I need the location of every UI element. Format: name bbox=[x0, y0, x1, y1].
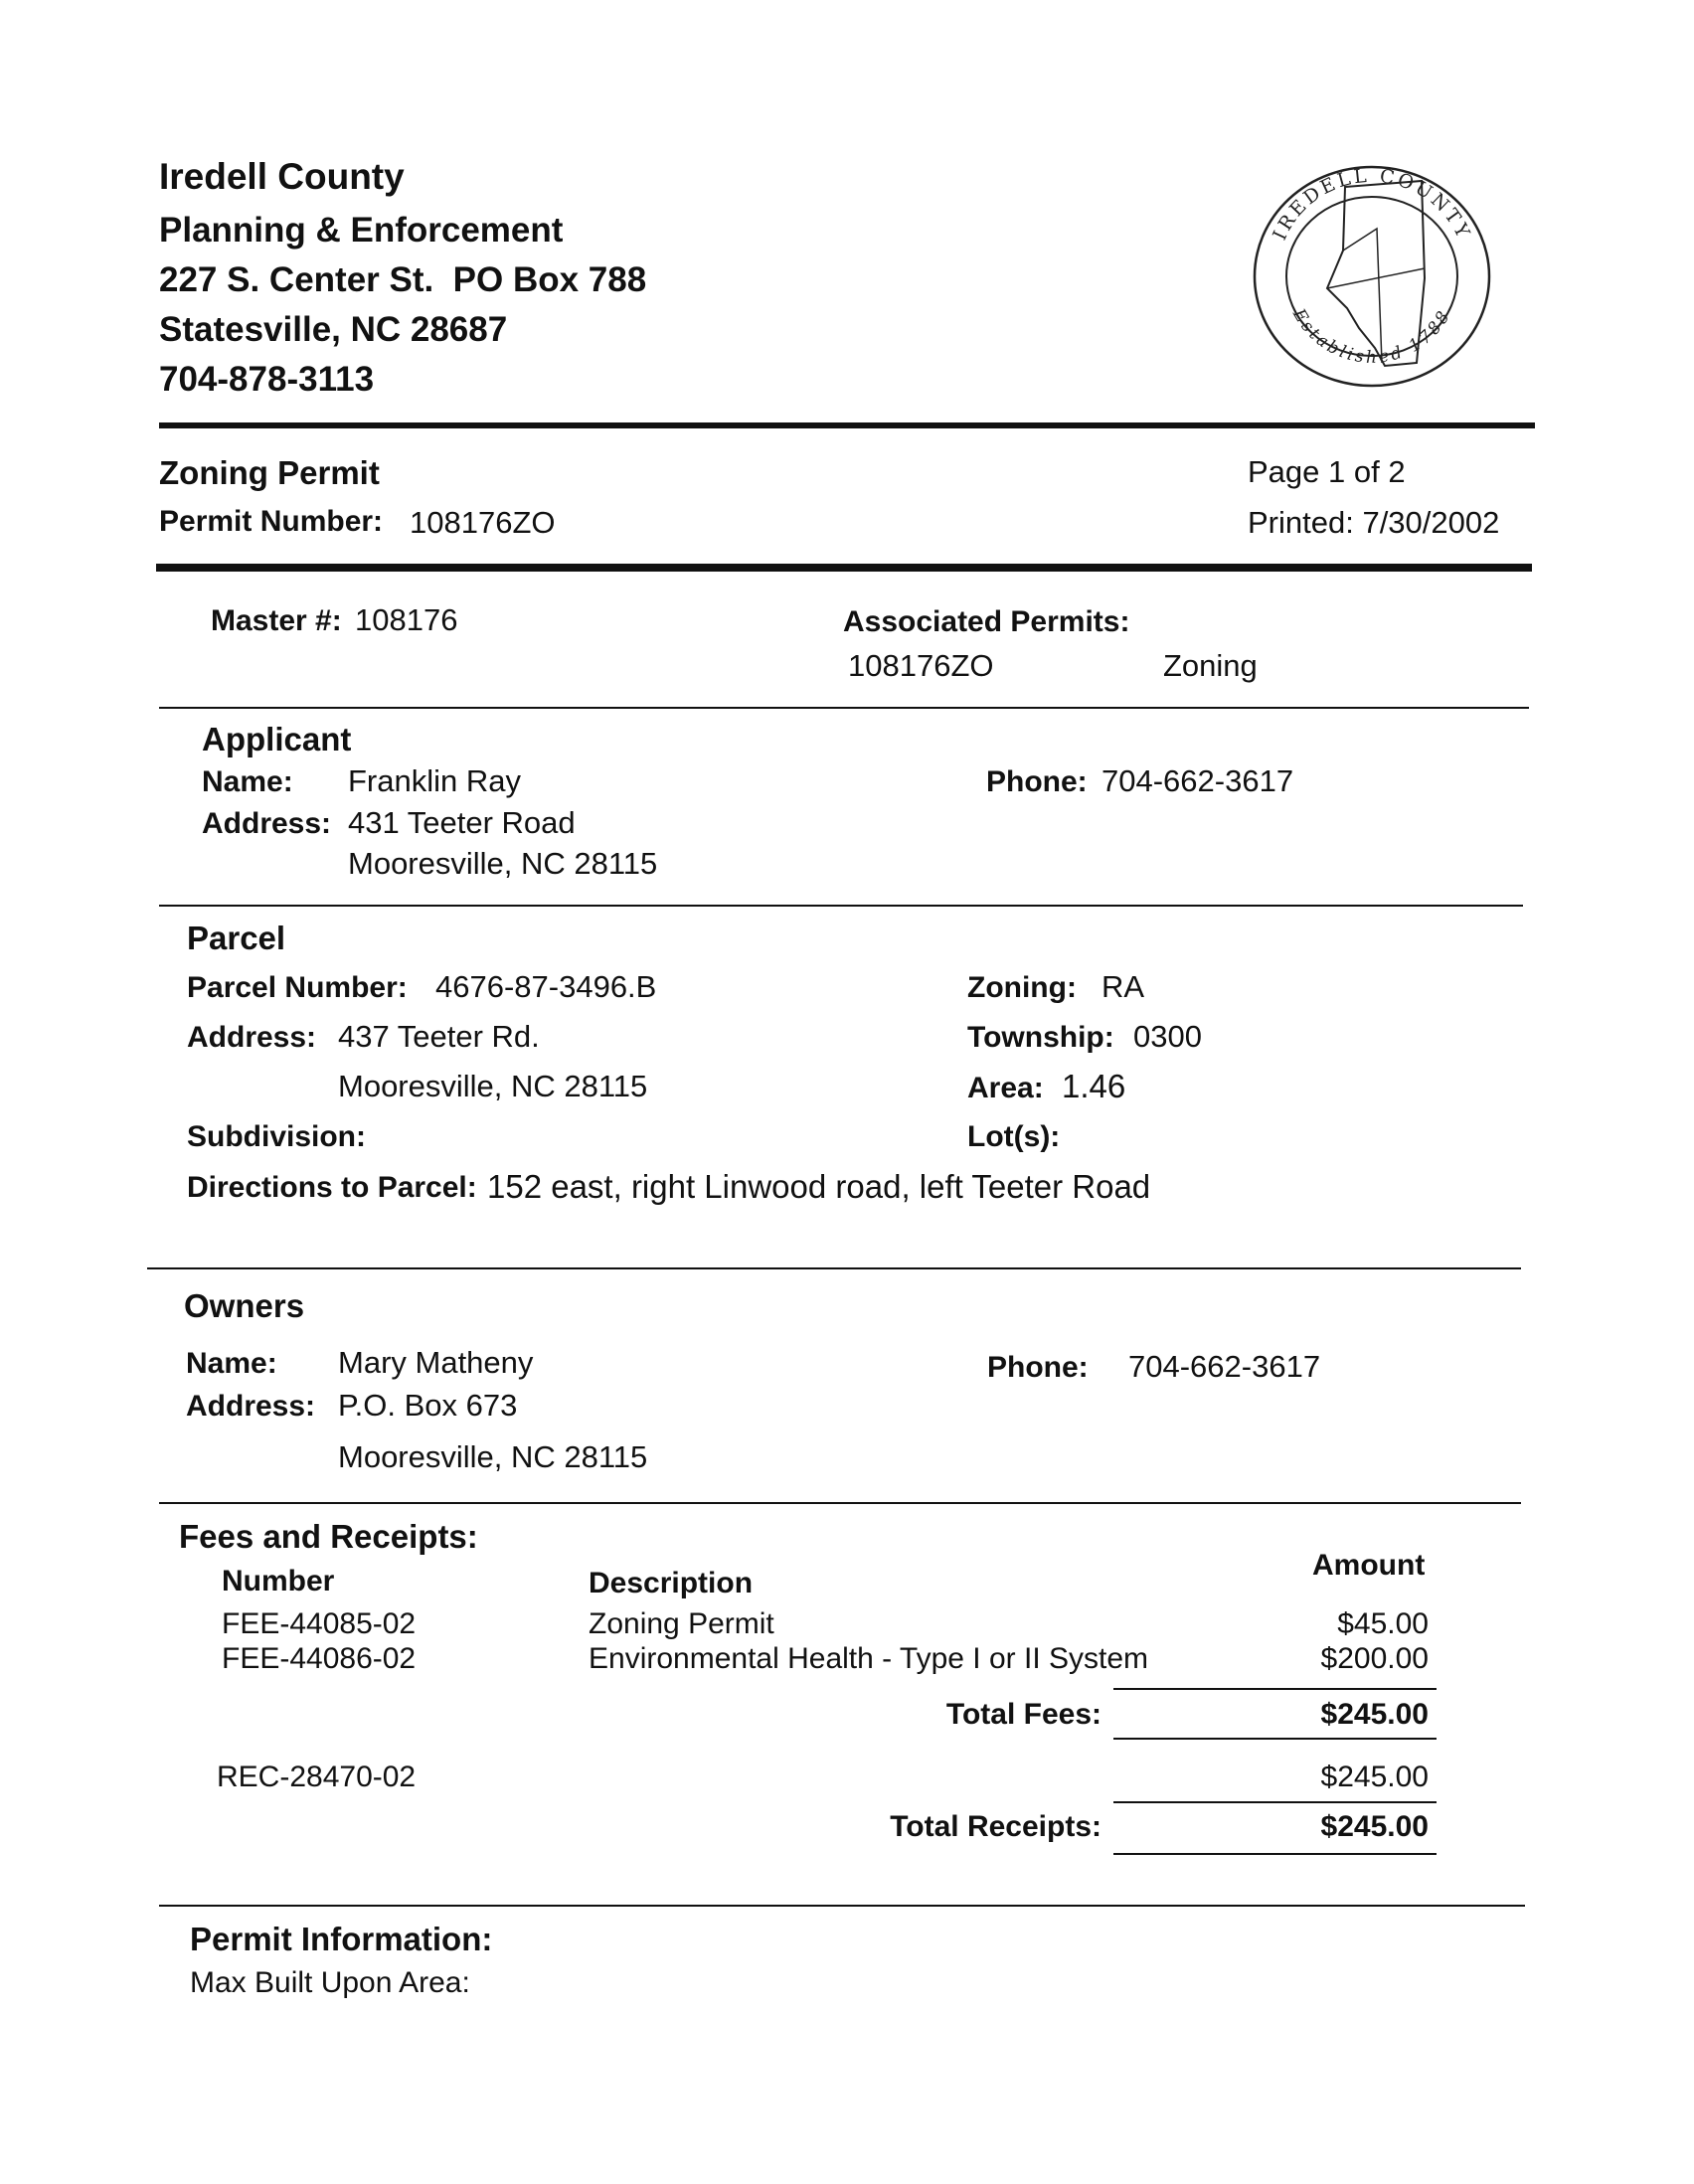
parcel-address-line1: 437 Teeter Rd. bbox=[338, 1019, 540, 1054]
associated-permit-type: Zoning bbox=[1163, 648, 1258, 683]
receipts-total-rule bbox=[1113, 1853, 1437, 1855]
parcel-heading: Parcel bbox=[187, 920, 286, 956]
owner-phone: 704-662-3617 bbox=[1128, 1349, 1321, 1384]
applicant-address-line1: 431 Teeter Road bbox=[348, 805, 576, 840]
permit-title: Zoning Permit bbox=[159, 454, 380, 491]
fees-total-rule bbox=[1113, 1738, 1437, 1740]
lots-label: Lot(s): bbox=[967, 1120, 1061, 1153]
owner-address-line1: P.O. Box 673 bbox=[338, 1388, 518, 1423]
agency-street: 227 S. Center St. PO Box 788 bbox=[159, 260, 647, 299]
zoning-label: Zoning: bbox=[967, 971, 1077, 1004]
title-divider bbox=[156, 564, 1532, 572]
area-label: Area: bbox=[967, 1072, 1044, 1104]
receipt-number: REC-28470-02 bbox=[217, 1761, 417, 1793]
associated-permit-number: 108176ZO bbox=[848, 648, 994, 683]
applicant-address-label: Address: bbox=[202, 807, 332, 840]
applicant-name: Franklin Ray bbox=[348, 763, 521, 798]
fee-row-number: FEE-44086-02 bbox=[222, 1642, 417, 1675]
township-value: 0300 bbox=[1133, 1019, 1202, 1054]
seal-bottom-text: Established 1788 bbox=[1288, 305, 1455, 368]
fees-col-description: Description bbox=[589, 1567, 754, 1599]
applicant-name-label: Name: bbox=[202, 765, 293, 798]
county-name: Iredell County bbox=[159, 156, 405, 197]
fee-row-description: Zoning Permit bbox=[589, 1607, 774, 1640]
applicant-phone-label: Phone: bbox=[986, 765, 1088, 798]
receipts-subtotal-rule bbox=[1113, 1801, 1437, 1803]
parcel-number-label: Parcel Number: bbox=[187, 971, 408, 1004]
owner-address-line2: Mooresville, NC 28115 bbox=[338, 1439, 648, 1474]
section-divider bbox=[159, 1905, 1525, 1907]
fee-row-number: FEE-44085-02 bbox=[222, 1607, 417, 1640]
zoning-value: RA bbox=[1101, 969, 1145, 1004]
printed-date: Printed: 7/30/2002 bbox=[1248, 505, 1500, 540]
applicant-heading: Applicant bbox=[202, 721, 352, 757]
fees-subtotal-rule bbox=[1113, 1688, 1437, 1690]
parcel-address-line2: Mooresville, NC 28115 bbox=[338, 1069, 648, 1103]
total-fees-label: Total Fees: bbox=[945, 1698, 1101, 1731]
department-name: Planning & Enforcement bbox=[159, 211, 564, 250]
permit-number: 108176ZO bbox=[410, 505, 556, 540]
directions-label: Directions to Parcel: bbox=[187, 1171, 477, 1204]
page-indicator: Page 1 of 2 bbox=[1248, 454, 1406, 489]
fees-col-number: Number bbox=[222, 1565, 335, 1597]
parcel-number: 4676-87-3496.B bbox=[435, 969, 657, 1004]
county-seal-logo bbox=[1248, 159, 1496, 394]
subdivision-label: Subdivision: bbox=[187, 1120, 366, 1153]
owner-name: Mary Matheny bbox=[338, 1345, 534, 1380]
section-divider bbox=[147, 1267, 1521, 1269]
max-built-upon-area-label: Max Built Upon Area: bbox=[190, 1966, 470, 1999]
township-label: Township: bbox=[967, 1021, 1114, 1054]
total-fees-amount: $245.00 bbox=[1320, 1698, 1429, 1731]
parcel-address-label: Address: bbox=[187, 1021, 317, 1054]
owner-phone-label: Phone: bbox=[987, 1351, 1089, 1384]
master-number: 108176 bbox=[355, 602, 458, 637]
receipt-amount: $245.00 bbox=[1320, 1761, 1429, 1793]
master-label: Master #: bbox=[211, 604, 342, 637]
agency-city: Statesville, NC 28687 bbox=[159, 310, 508, 349]
fees-heading: Fees and Receipts: bbox=[179, 1518, 478, 1555]
associated-permits-label: Associated Permits: bbox=[843, 605, 1130, 638]
section-divider bbox=[159, 1502, 1521, 1504]
applicant-address-line2: Mooresville, NC 28115 bbox=[348, 846, 658, 881]
section-divider bbox=[159, 707, 1529, 709]
header-divider bbox=[159, 422, 1535, 428]
total-receipts-label: Total Receipts: bbox=[890, 1810, 1101, 1843]
owners-heading: Owners bbox=[184, 1287, 305, 1324]
section-divider bbox=[159, 905, 1523, 907]
total-receipts-amount: $245.00 bbox=[1320, 1810, 1429, 1843]
seal-top-text: IREDELL COUNTY bbox=[1269, 164, 1475, 245]
fees-col-amount: Amount bbox=[1312, 1549, 1426, 1582]
applicant-phone: 704-662-3617 bbox=[1101, 763, 1294, 798]
agency-phone: 704-878-3113 bbox=[159, 360, 375, 399]
fee-row-amount: $200.00 bbox=[1320, 1642, 1429, 1675]
permit-info-heading: Permit Information: bbox=[190, 1921, 493, 1957]
fee-row-description: Environmental Health - Type I or II System bbox=[589, 1642, 1149, 1675]
area-value: 1.46 bbox=[1062, 1068, 1126, 1104]
svg-text:Established 1788 bbox=[1288, 305, 1455, 368]
owner-name-label: Name: bbox=[186, 1347, 277, 1380]
owner-address-label: Address: bbox=[186, 1390, 316, 1423]
directions-text: 152 east, right Linwood road, left Teeter Road bbox=[487, 1168, 1151, 1205]
fee-row-amount: $45.00 bbox=[1337, 1607, 1429, 1640]
permit-number-label: Permit Number: bbox=[159, 505, 384, 538]
